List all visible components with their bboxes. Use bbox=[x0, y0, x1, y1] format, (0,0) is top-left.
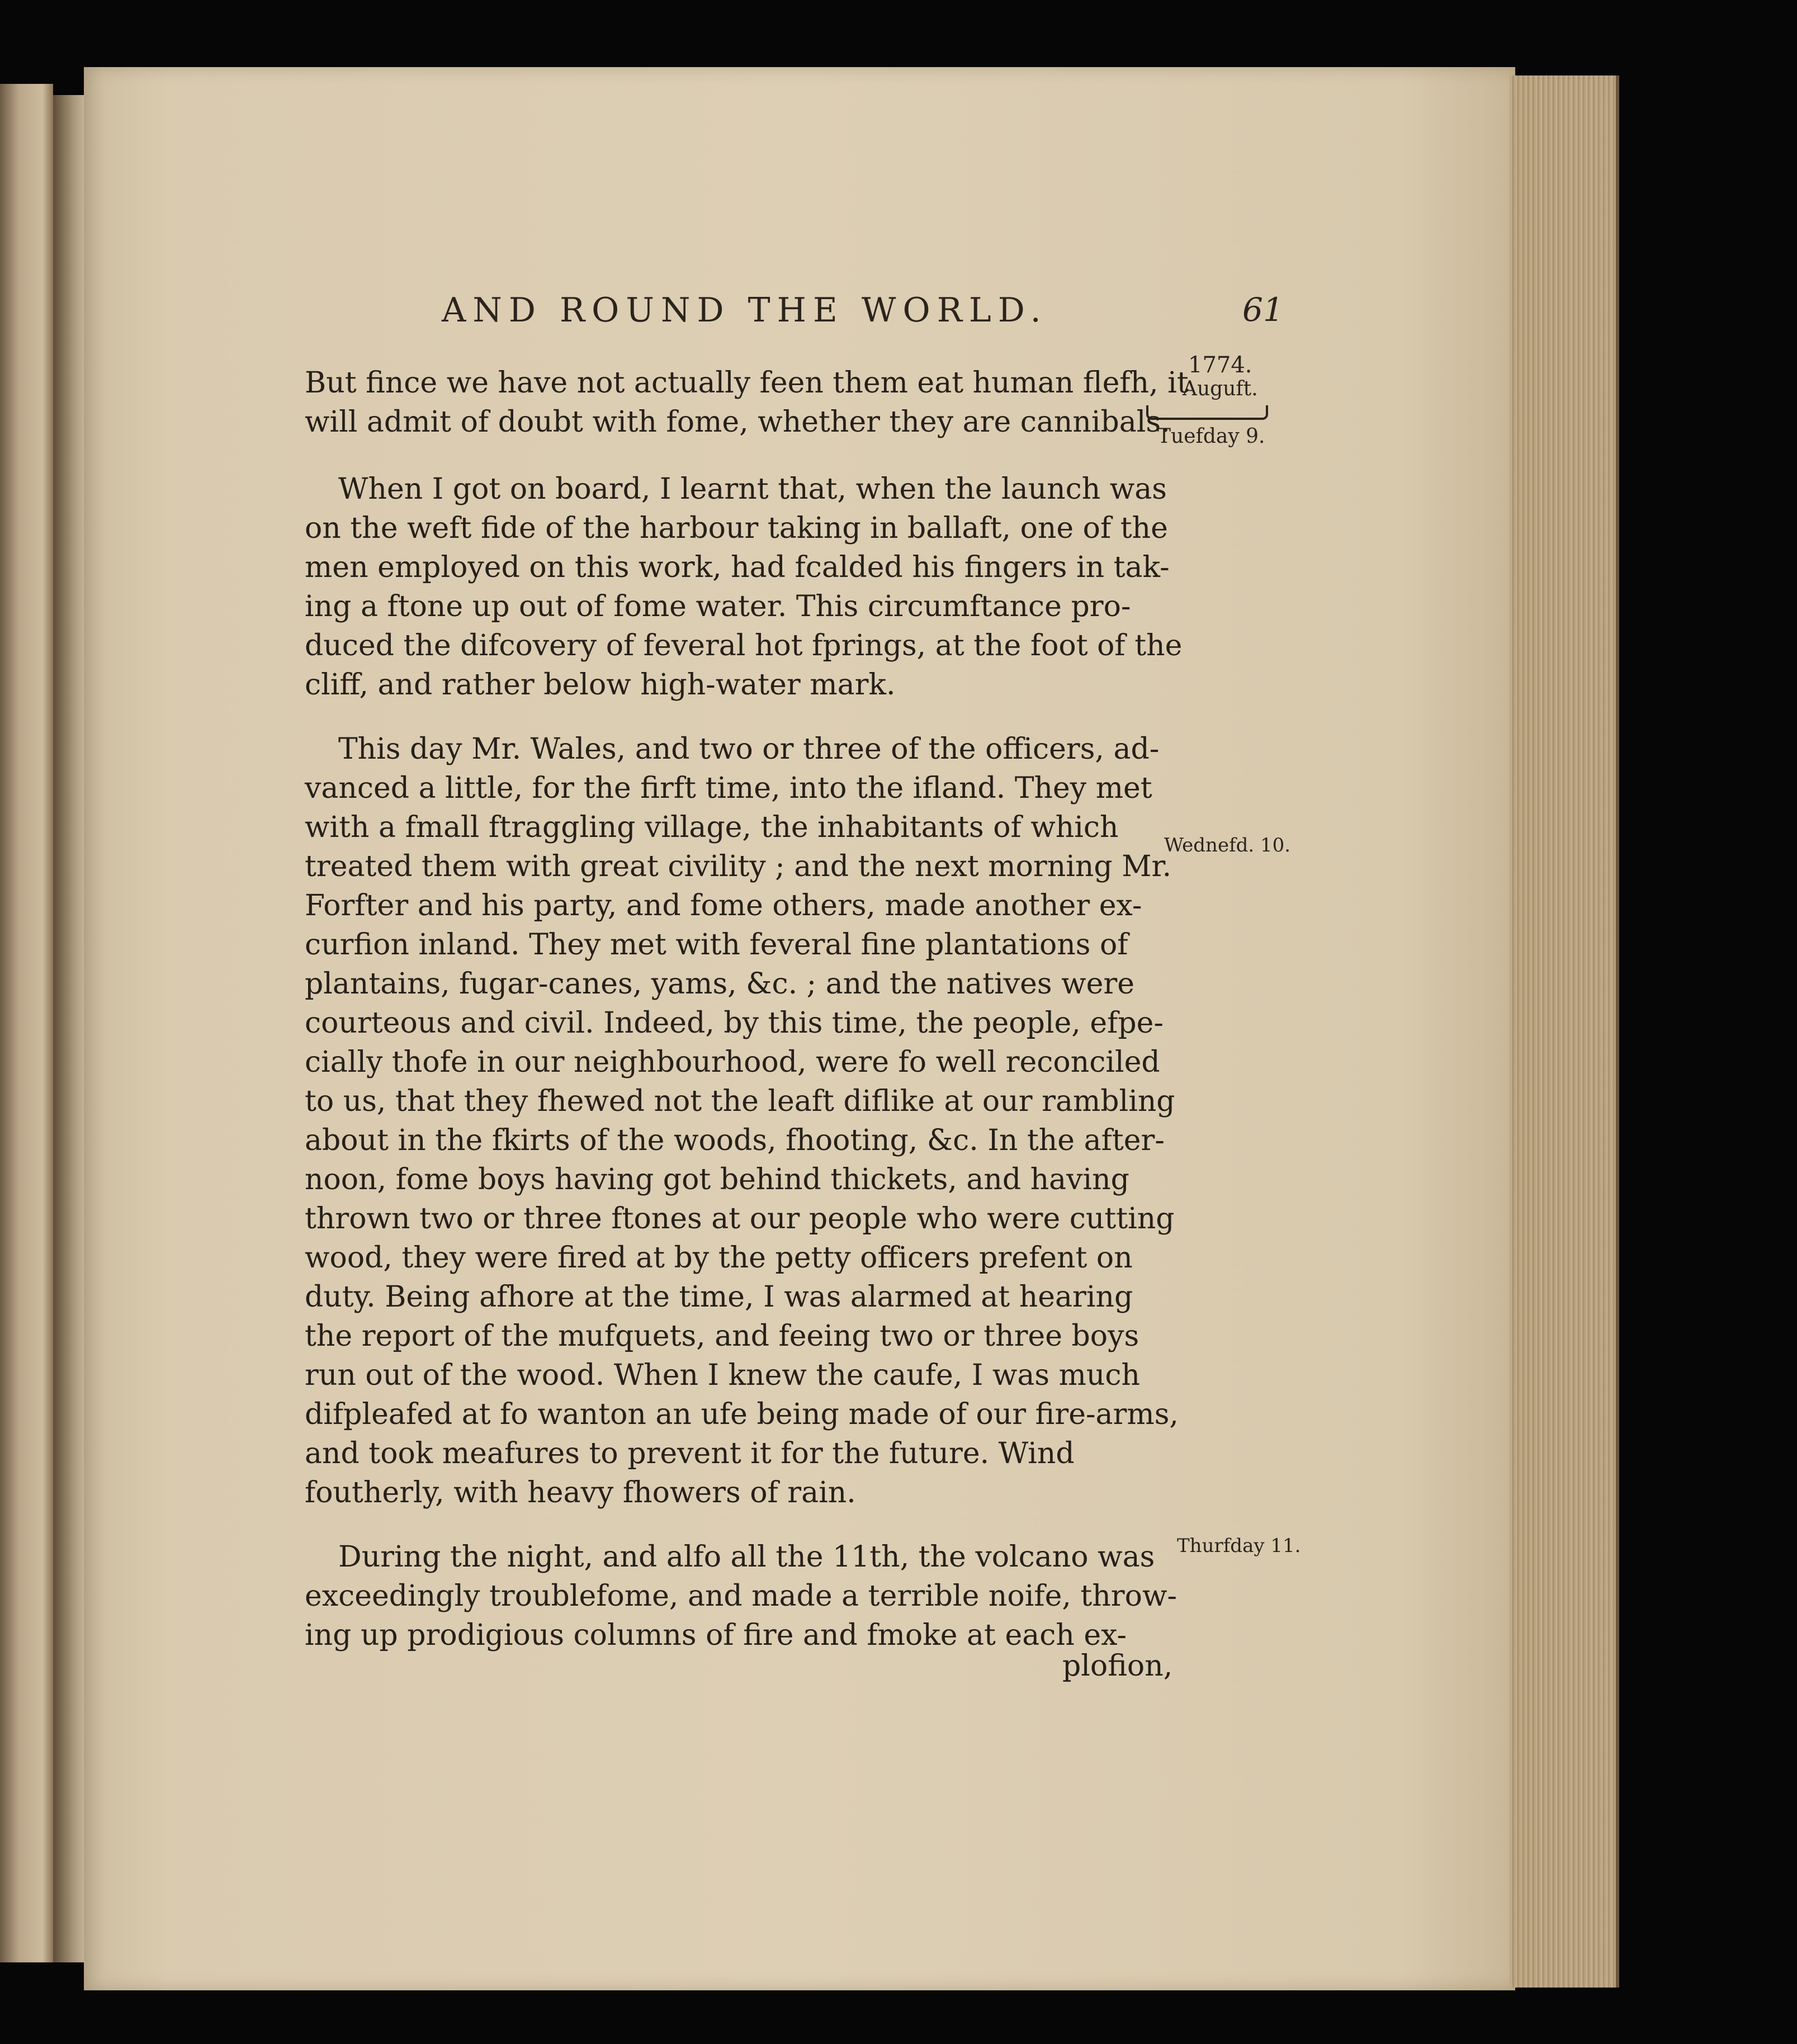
text-line: difpleafed at fo wanton an ufe being made of our fire-arms, bbox=[305, 1398, 1179, 1431]
text-line: about in the fkirts of the woods, fhooting, &c. In the after- bbox=[305, 1124, 1165, 1157]
margin-year: 1774. bbox=[1188, 352, 1252, 378]
text-line: and took meafures to prevent it for the future. Wind bbox=[305, 1437, 1075, 1470]
text-line: exceedingly troublefome, and made a terrible noife, throw- bbox=[305, 1579, 1177, 1613]
text-line: the report of the mufquets, and feeing two or three boys bbox=[305, 1319, 1139, 1353]
text-line: on the weft fide of the harbour taking in ballaft, one of the bbox=[305, 512, 1168, 545]
page-fore-edge bbox=[1510, 75, 1619, 1988]
catchword: plofion, bbox=[1062, 1649, 1173, 1683]
text-line: courteous and civil. Indeed, by this time, the people, efpe- bbox=[305, 1006, 1164, 1040]
text-line: ing up prodigious columns of fire and fmoke at each ex- bbox=[305, 1619, 1127, 1652]
previous-page-edge bbox=[0, 84, 53, 1962]
text-line: This day Mr. Wales, and two or three of the officers, ad- bbox=[338, 732, 1160, 766]
text-line: cially thofe in our neighbourhood, were fo well reconciled bbox=[305, 1045, 1160, 1079]
text-line: curfion inland. They met with feveral fine plantations of bbox=[305, 928, 1128, 962]
text-line: ing a ftone up out of fome water. This circumftance pro- bbox=[305, 590, 1131, 623]
text-line: with a fmall ftraggling village, the inhabitants of which bbox=[305, 811, 1119, 844]
text-line: will admit of doubt with fome, whether they are cannibals. bbox=[305, 405, 1170, 439]
text-line: But fince we have not actually feen them eat human flefh, it bbox=[305, 366, 1189, 400]
text-line: duced the difcovery of feveral hot fprings, at the foot of the bbox=[305, 629, 1183, 663]
text-line: During the night, and alfo all the 11th, the volcano was bbox=[338, 1540, 1155, 1574]
page-number: 61 bbox=[1242, 291, 1284, 329]
text-line: When I got on board, I learnt that, when the launch was bbox=[338, 472, 1167, 506]
body-text bbox=[305, 358, 1189, 1700]
margin-thursday: Thurfday 11. bbox=[1177, 1535, 1301, 1557]
text-line: thrown two or three ftones at our people who were cutting bbox=[305, 1202, 1175, 1236]
text-line: duty. Being afhore at the time, I was alarmed at hearing bbox=[305, 1280, 1133, 1314]
text-line: to us, that they fhewed not the leaft diflike at our rambling bbox=[305, 1085, 1175, 1118]
margin-wednesday: Wednefd. 10. bbox=[1164, 834, 1291, 857]
text-line: vanced a little, for the firft time, into the ifland. They met bbox=[305, 772, 1152, 805]
text-line: plantains, fugar-canes, yams, &c. ; and the natives were bbox=[305, 967, 1135, 1001]
margin-tuesday: Tuefday 9. bbox=[1157, 425, 1265, 448]
text-line: wood, they were fired at by the petty officers prefent on bbox=[305, 1241, 1133, 1275]
margin-month: Auguft. bbox=[1183, 377, 1258, 400]
text-line: men employed on this work, had fcalded his fingers in tak- bbox=[305, 551, 1170, 584]
text-line: run out of the wood. When I knew the caufe, I was much bbox=[305, 1359, 1141, 1392]
text-line: noon, fome boys having got behind thickets, and having bbox=[305, 1163, 1129, 1196]
book-gutter bbox=[53, 95, 87, 1962]
text-line: treated them with great civility ; and the next morning Mr. bbox=[305, 850, 1172, 883]
text-line: cliff, and rather below high-water mark. bbox=[305, 668, 896, 702]
running-head: AND ROUND THE WORLD. bbox=[442, 291, 1048, 330]
text-line: foutherly, with heavy fhowers of rain. bbox=[305, 1476, 856, 1510]
text-line: Forfter and his party, and fome others, made another ex- bbox=[305, 889, 1142, 922]
